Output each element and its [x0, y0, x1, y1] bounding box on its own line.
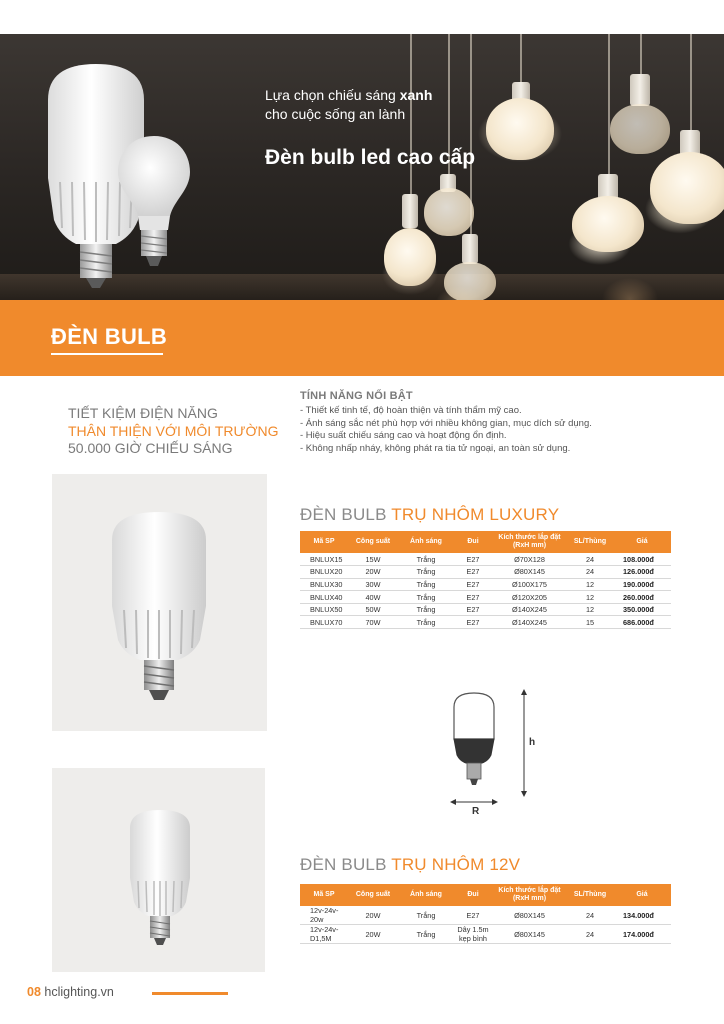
cell-light: Trắng	[398, 553, 454, 566]
banner-underline	[51, 353, 163, 355]
section-12v-title-prefix: ĐÈN BULB	[300, 855, 392, 874]
dimension-diagram	[440, 685, 550, 815]
cell-code: 12v-24v-D1,5M	[300, 925, 348, 944]
hero-subtitle-bold: xanh	[399, 87, 433, 103]
cell-base: E27	[454, 578, 492, 591]
section-banner	[0, 300, 724, 376]
table-header-row	[300, 884, 671, 906]
hero-subtitle	[265, 86, 475, 124]
hero-hanging-bulb	[486, 98, 554, 160]
hero-banner	[0, 34, 724, 300]
cell-light: Trắng	[398, 591, 454, 604]
cell-power: 15W	[348, 553, 398, 566]
col-header-qty: SL/Thùng	[567, 884, 613, 906]
col-header-light: Ánh sáng	[398, 531, 454, 553]
section-12v-title-highlight: TRỤ NHÔM 12V	[391, 855, 521, 874]
section-luxury-title-prefix: ĐÈN BULB	[300, 505, 392, 524]
diagram-bulb-base	[467, 763, 481, 779]
col-header-code: Mã SP	[300, 884, 348, 906]
cell-size: Ø80X145	[492, 925, 567, 944]
diagram-arrow-left	[450, 799, 456, 805]
cell-code: BNLUX70	[300, 616, 348, 629]
cell-size: Ø70X128	[492, 553, 567, 566]
col-header-power: Công suất	[348, 531, 398, 553]
table-row	[300, 925, 671, 944]
cell-base: E27	[454, 616, 492, 629]
diagram-arrow-right	[492, 799, 498, 805]
cell-light: Trắng	[398, 566, 454, 579]
cell-code: BNLUX15	[300, 553, 348, 566]
cell-base: E27	[454, 591, 492, 604]
cell-size: Ø140X245	[492, 616, 567, 629]
features-block	[300, 390, 700, 455]
hero-wire	[690, 34, 692, 142]
hero-title: Đèn bulb led cao cấp	[265, 146, 476, 169]
cell-size: Ø100X175	[492, 578, 567, 591]
cell-code: BNLUX30	[300, 578, 348, 591]
features-list	[300, 405, 700, 455]
cell-qty: 12	[567, 603, 613, 616]
feature-item: - Không nhấp nháy, không phát ra tia tử ngoại, an toàn sử dụng.	[300, 442, 571, 454]
cell-base: E27	[454, 566, 492, 579]
table-header-row	[300, 531, 671, 553]
cell-price: 108.000đ	[613, 553, 671, 566]
hero-socket	[630, 74, 650, 106]
cell-base: E27	[454, 553, 492, 566]
cell-qty: 15	[567, 616, 613, 629]
cell-qty: 12	[567, 591, 613, 604]
cell-qty: 24	[567, 553, 613, 566]
diagram-height-label: h	[529, 737, 536, 748]
cell-base: Dây 1.5m kẹp bình	[454, 925, 492, 944]
12v-bulb-image	[124, 808, 196, 948]
hero-socket	[402, 194, 418, 228]
page-footer	[27, 985, 114, 999]
cell-size: Ø80X145	[492, 906, 567, 925]
cell-light: Trắng	[398, 616, 454, 629]
diagram-arrow-top	[521, 689, 527, 695]
hero-socket	[462, 234, 478, 264]
banner-title: ĐÈN BULB	[51, 324, 168, 349]
product-image-12v	[52, 768, 265, 972]
cell-light: Trắng	[398, 578, 454, 591]
cell-power: 20W	[348, 925, 398, 944]
hero-hanging-bulb	[650, 152, 724, 224]
site-link[interactable]: hclighting.vn	[44, 985, 114, 999]
section-luxury-title-highlight: TRỤ NHÔM LUXURY	[391, 505, 560, 524]
tagline-line2: THÂN THIỆN VỚI MÔI TRƯỜNG	[68, 422, 279, 439]
col-header-qty: SL/Thùng	[567, 531, 613, 553]
cell-code: BNLUX40	[300, 591, 348, 604]
12v-table-body	[300, 906, 671, 944]
luxury-bulb-image	[100, 508, 218, 704]
hero-hanging-bulb	[572, 196, 644, 252]
cell-power: 20W	[348, 906, 398, 925]
cell-price: 126.000đ	[613, 566, 671, 579]
diagram-bulb-body	[454, 693, 494, 739]
section-12v-title	[300, 855, 520, 875]
cell-price: 174.000đ	[613, 925, 671, 944]
col-header-light: Ánh sáng	[398, 884, 454, 906]
col-header-power: Công suất	[348, 884, 398, 906]
cell-light: Trắng	[398, 906, 454, 925]
hero-hanging-bulb	[384, 228, 436, 286]
cell-base: E27	[454, 603, 492, 616]
cell-code: BNLUX50	[300, 603, 348, 616]
cell-light: Trắng	[398, 603, 454, 616]
hero-text-block	[265, 86, 475, 170]
hero-hanging-bulb	[610, 104, 670, 154]
table-row	[300, 616, 671, 629]
col-header-base: Đui	[454, 884, 492, 906]
cell-power: 20W	[348, 566, 398, 579]
cell-qty: 24	[567, 906, 613, 925]
features-title: TÍNH NĂNG NỔI BẬT	[300, 390, 413, 402]
cell-power: 70W	[348, 616, 398, 629]
col-header-size: Kích thước lắp đặt (RxH mm)	[492, 884, 567, 906]
footer-accent-line	[152, 992, 228, 995]
cell-code: BNLUX20	[300, 566, 348, 579]
hero-hanging-bulb	[424, 188, 474, 236]
table-row	[300, 906, 671, 925]
diagram-bulb-tip	[470, 779, 478, 785]
cell-light: Trắng	[398, 925, 454, 944]
cell-qty: 12	[567, 578, 613, 591]
luxury-table-body	[300, 553, 671, 629]
table-row	[300, 578, 671, 591]
tagline-line1: TIẾT KIỆM ĐIỆN NĂNG	[68, 405, 218, 421]
col-header-base: Đui	[454, 531, 492, 553]
diagram-radius-label: R	[472, 806, 480, 815]
hero-subtitle-line2: cho cuộc sống an lành	[265, 106, 406, 122]
diagram-bulb-heatsink	[454, 739, 494, 763]
12v-spec-table	[300, 884, 671, 944]
diagram-arrow-bottom	[521, 791, 527, 797]
col-header-code: Mã SP	[300, 531, 348, 553]
cell-power: 50W	[348, 603, 398, 616]
product-image-luxury	[52, 474, 267, 731]
cell-base: E27	[454, 906, 492, 925]
feature-item: - Hiệu suất chiếu sáng cao và hoạt động ổn định.	[300, 430, 507, 441]
hero-subtitle-prefix: Lựa chọn chiếu sáng	[265, 87, 400, 103]
cell-price: 350.000đ	[613, 603, 671, 616]
col-header-price: Giá	[613, 531, 671, 553]
cell-power: 40W	[348, 591, 398, 604]
cell-price: 260.000đ	[613, 591, 671, 604]
page-number: 08	[27, 985, 41, 999]
feature-item: - Ánh sáng sắc nét phù hợp với nhiều không gian, mục dích sử dụng.	[300, 417, 592, 429]
col-header-size: Kích thước lắp đặt (RxH mm)	[492, 531, 567, 553]
cell-qty: 24	[567, 566, 613, 579]
table-row	[300, 553, 671, 566]
tagline-line3: 50.000 GIỜ CHIẾU SÁNG	[68, 440, 233, 456]
table-row	[300, 591, 671, 604]
cell-size: Ø120X205	[492, 591, 567, 604]
cell-code: 12v-24v-20w	[300, 906, 348, 925]
table-row	[300, 603, 671, 616]
col-header-price: Giá	[613, 884, 671, 906]
cell-size: Ø80X145	[492, 566, 567, 579]
hero-wire	[608, 34, 610, 184]
luxury-spec-table	[300, 531, 671, 629]
hero-product-bulb-small	[116, 134, 192, 270]
hero-hanging-bulb	[444, 262, 496, 300]
cell-price: 686.000đ	[613, 616, 671, 629]
cell-power: 30W	[348, 578, 398, 591]
cell-qty: 24	[567, 925, 613, 944]
table-row	[300, 566, 671, 579]
cell-price: 134.000đ	[613, 906, 671, 925]
tagline	[68, 405, 278, 458]
cell-size: Ø140X245	[492, 603, 567, 616]
feature-item: - Thiết kế tinh tế, độ hoàn thiện và tính thẩm mỹ cao.	[300, 405, 522, 416]
cell-price: 190.000đ	[613, 578, 671, 591]
section-luxury-title	[300, 505, 559, 525]
